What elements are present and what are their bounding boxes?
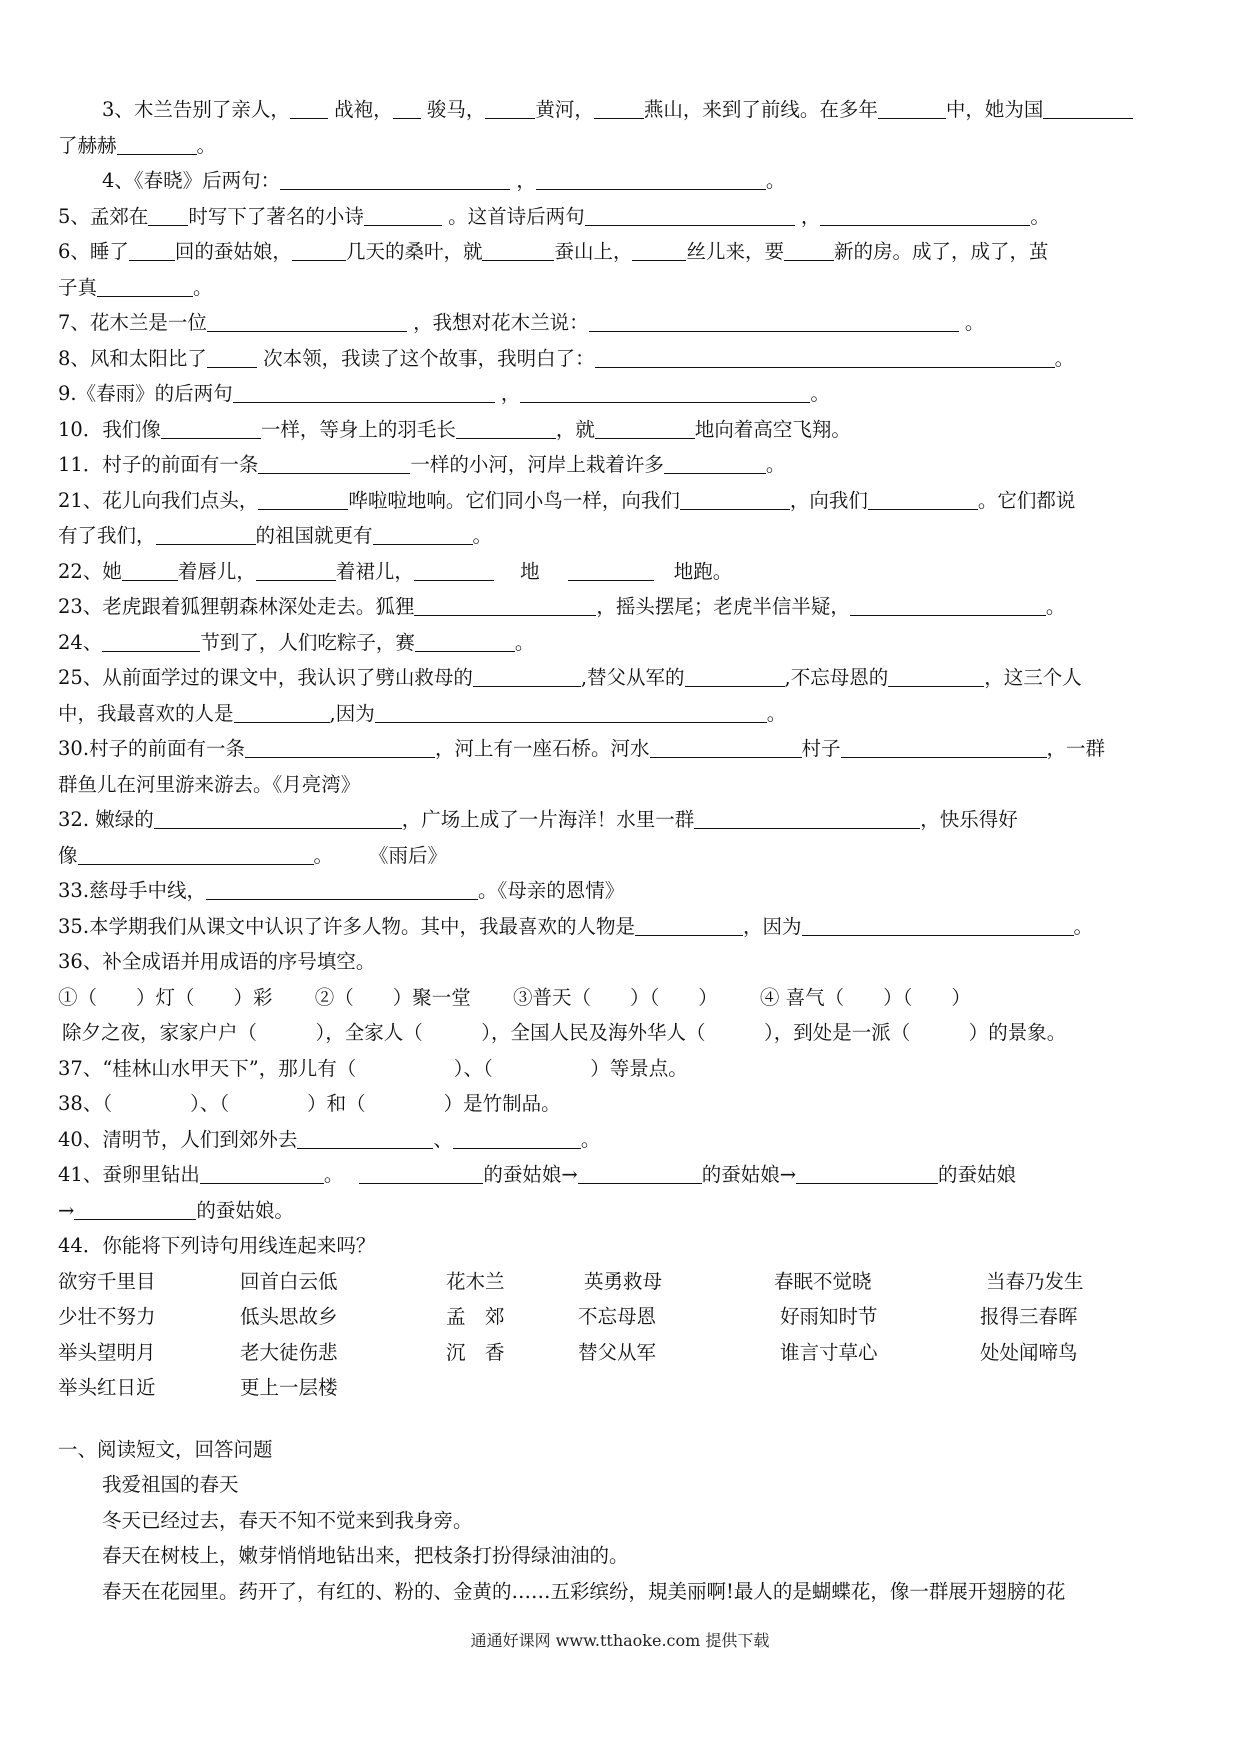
idiom-fill-sentence[interactable]: 除夕之夜，家家户户（ ），全家人（ ），全国人民及海外华人（ ），到处是一派（ ）的景象。 — [62, 1021, 1067, 1044]
answer-blank[interactable] — [585, 203, 795, 226]
answer-blank[interactable] — [482, 238, 554, 261]
answer-blank[interactable] — [122, 558, 178, 581]
question-11: 11．村子的前面有一条 一样的小河，河岸上栽着许多 。 — [58, 453, 786, 476]
question-35: 35.本学期我们从课文中认识了许多人物。其中，我最喜欢的人物是 ，因为 。 — [58, 914, 1094, 938]
answer-blank[interactable] — [154, 806, 402, 829]
answer-blank[interactable] — [456, 416, 556, 439]
answer-blank[interactable] — [664, 451, 766, 474]
answer-blank[interactable] — [129, 238, 175, 261]
matching-item[interactable]: 处处闻啼鸟 — [980, 1340, 1078, 1364]
answer-blank[interactable] — [375, 700, 767, 723]
answer-blank[interactable] — [78, 842, 314, 865]
reading-paragraph: 春天在树枝上，嫩芽悄悄地钻出来，把枝条打扮得绿油油的。 — [102, 1544, 629, 1567]
matching-item[interactable]: 当春乃发生 — [986, 1269, 1084, 1293]
matching-item[interactable]: 举头望明月 — [58, 1340, 156, 1364]
answer-blank[interactable] — [393, 96, 421, 119]
question-30: 30.村子的前面有一条 ，河上有一座石桥。河水 村子 ，一群 — [58, 737, 1106, 760]
matching-item[interactable]: 报得三春晖 — [980, 1305, 1078, 1328]
answer-blank[interactable] — [520, 380, 810, 403]
answer-blank[interactable] — [97, 274, 193, 297]
matching-item[interactable]: 更上一层楼 — [240, 1376, 338, 1399]
matching-item[interactable]: 沉 香 — [446, 1340, 505, 1364]
question-41-cont: → 的蚕姑娘。 — [58, 1198, 294, 1222]
question-21: 21、花儿向我们点头， 哗啦啦地响。它们同小鸟一样，向我们 ，向我们 。它们都说 — [58, 488, 1076, 512]
reading-title: 我爱祖国的春天 — [102, 1473, 239, 1496]
answer-blank[interactable] — [568, 558, 654, 581]
answer-blank[interactable] — [258, 487, 348, 510]
question-9: 9.《春雨》的后两句 ， 。 — [58, 382, 830, 405]
question-30-cont: 群鱼儿在河里游来游去。《月亮湾》 — [58, 772, 361, 796]
question-37 — [58, 1051, 1188, 1087]
answer-blank[interactable] — [292, 238, 346, 261]
answer-blank[interactable] — [207, 345, 257, 368]
idiom-4[interactable]: ④ 喜气（ ）（ ） — [759, 985, 971, 1009]
question-3-cont: 了赫赫 。 — [58, 133, 217, 157]
answer-blank[interactable] — [206, 877, 478, 900]
answer-blank[interactable] — [364, 203, 442, 226]
answer-blank[interactable] — [290, 96, 328, 119]
worksheet-content — [58, 92, 1188, 1609]
answer-blank[interactable] — [868, 487, 978, 510]
matching-item[interactable]: 低头思故乡 — [240, 1305, 338, 1328]
answer-blank[interactable] — [536, 167, 766, 190]
question-21-cont: 有了我们， 的祖国就更有 。 — [58, 524, 493, 547]
matching-item[interactable]: 英勇救母 — [584, 1269, 663, 1293]
idiom-3[interactable]: ③普天（ ）（ ） — [512, 985, 718, 1009]
answer-blank[interactable] — [820, 203, 1030, 226]
answer-blank[interactable] — [233, 380, 495, 403]
answer-blank[interactable] — [685, 664, 785, 687]
question-3: 3、木兰告别了亲人， 战袍， 骏马， 黄河， 燕山，来到了前线。在多年 中，她为国 — [58, 92, 1188, 128]
matching-item[interactable]: 春眠不觉晓 — [774, 1269, 872, 1293]
matching-item[interactable]: 回首白云低 — [240, 1269, 338, 1293]
answer-blank[interactable] — [485, 96, 535, 119]
question-6: 6、睡了 回的蚕姑娘， 几天的桑叶，就 蚕山上， 丝儿来，要 新的房。成了，成了，茧 — [58, 240, 1049, 263]
answer-blank[interactable] — [280, 167, 510, 190]
answer-blank[interactable] — [632, 238, 686, 261]
answer-blank[interactable] — [414, 593, 596, 616]
question-37-text[interactable]: 37、“桂林山水甲天下”，那儿有（ ）、（ ）等景点。 — [58, 1056, 688, 1080]
question-25-cont: 中，我最喜欢的人是 ,因为 。 — [58, 701, 787, 725]
reading-paragraph: 春天在花园里。药开了，有红的、粉的、金黄的……五彩缤纷，規美丽啊!最人的是蝴蝶花，像一群展开翅膀的花 — [102, 1579, 1066, 1603]
answer-blank[interactable] — [850, 593, 1046, 616]
matching-item[interactable]: 不忘母恩 — [578, 1305, 657, 1328]
answer-blank[interactable] — [802, 913, 1074, 936]
answer-blank[interactable] — [156, 522, 256, 545]
answer-blank[interactable] — [234, 700, 330, 723]
answer-blank[interactable] — [680, 487, 790, 510]
answer-blank[interactable] — [578, 1161, 702, 1184]
question-44-title: 44．你能将下列诗句用线连起来吗？ — [58, 1234, 376, 1257]
question-41: 41、蚕卵里钻出 。 的蚕姑娘→ 的蚕姑娘→ 的蚕姑娘 — [58, 1163, 1017, 1186]
matching-item[interactable]: 少壮不努力 — [58, 1305, 156, 1328]
question-4: 4、《春晓》后两句： ， 。 — [102, 169, 786, 192]
answer-blank[interactable] — [148, 203, 188, 226]
footer-credit: 通通好课网 www.tthaoke.com 提供下载 — [470, 1631, 770, 1650]
question-5: 5、孟郊在 时写下了著名的小诗 。这首诗后两句 ， 。 — [58, 204, 1050, 228]
answer-blank[interactable] — [635, 913, 743, 936]
matching-item[interactable]: 好雨知时节 — [780, 1305, 878, 1328]
matching-item[interactable]: 替父从军 — [578, 1340, 657, 1364]
answer-blank[interactable] — [359, 1161, 483, 1184]
answer-blank[interactable] — [694, 806, 920, 829]
question-10: 10．我们像 一样，等身上的羽毛长 ，就 地向着高空飞翔。 — [58, 417, 851, 441]
question-23: 23、老虎跟着狐狸朝森林深处走去。狐狸 ，摇头摆尾；老虎半信半疑， 。 — [58, 595, 1066, 618]
question-32: 32. 嫩绿的 ，广场上成了一片海洋！水里一群 ，快乐得好 — [58, 808, 1018, 831]
question-7: 7、花木兰是一位 ，我想对花木兰说： 。 — [58, 311, 985, 334]
question-36-title: 36、补全成语并用成语的序号填空。 — [58, 950, 376, 973]
answer-blank[interactable] — [784, 238, 834, 261]
question-8: 8、风和太阳比了 次本领，我读了这个故事，我明白了： 。 — [58, 346, 1075, 370]
idiom-2[interactable]: ②（ ）聚一堂 — [314, 985, 471, 1009]
question-36-idioms — [58, 980, 1188, 1016]
answer-blank[interactable] — [117, 132, 197, 155]
answer-blank[interactable] — [200, 1161, 324, 1184]
answer-blank[interactable] — [207, 309, 407, 332]
answer-blank[interactable] — [650, 735, 802, 758]
matching-item[interactable]: 花木兰 — [446, 1269, 505, 1293]
matching-item[interactable]: 老大徒伤悲 — [240, 1340, 338, 1364]
matching-row — [58, 1370, 1188, 1406]
question-38 — [58, 1086, 1188, 1122]
answer-blank[interactable] — [161, 416, 261, 439]
answer-blank[interactable] — [297, 1126, 433, 1149]
answer-blank[interactable] — [473, 664, 581, 687]
matching-item[interactable]: 谁言寸草心 — [780, 1340, 878, 1364]
answer-blank[interactable] — [595, 416, 695, 439]
question-25: 25、从前面学过的课文中，我认识了劈山救母的 ,替父从军的 ,不忘母恩的 ，这三个人 — [58, 666, 1082, 689]
idiom-1[interactable]: ①（ ）灯（ ）彩 — [58, 985, 273, 1009]
reading-paragraph: 冬天已经过去，春天不知不觉来到我身旁。 — [102, 1508, 473, 1532]
matching-item[interactable]: 举头红日近 — [58, 1376, 156, 1399]
matching-item[interactable]: 孟 郊 — [446, 1305, 505, 1328]
matching-row — [58, 1299, 1188, 1335]
answer-blank[interactable] — [102, 629, 200, 652]
answer-blank[interactable] — [373, 522, 473, 545]
answer-blank[interactable] — [888, 664, 984, 687]
answer-blank[interactable] — [594, 96, 644, 119]
question-33: 33.慈母手中线， 。《母亲的恩情》 — [58, 879, 625, 902]
reading-heading: 一、阅读短文，回答问题 — [58, 1437, 273, 1461]
question-40: 40、清明节，人们到郊外去 、 。 — [58, 1127, 601, 1151]
answer-blank[interactable] — [258, 451, 410, 474]
answer-blank[interactable] — [1043, 96, 1133, 119]
matching-row — [58, 1335, 1188, 1371]
matching-row — [58, 1264, 1188, 1300]
question-6-cont: 子真 。 — [58, 275, 213, 299]
answer-blank[interactable] — [841, 735, 1047, 758]
question-32-cont: 像 。 《雨后》 — [58, 843, 448, 867]
answer-blank[interactable] — [414, 558, 494, 581]
answer-blank[interactable] — [595, 345, 1055, 368]
answer-blank[interactable] — [589, 309, 959, 332]
answer-blank[interactable] — [256, 558, 336, 581]
answer-blank[interactable] — [453, 1126, 581, 1149]
question-22: 22、她 着唇儿， 着裙儿， 地 地跑。 — [58, 559, 733, 583]
answer-blank[interactable] — [245, 735, 435, 758]
answer-blank[interactable] — [878, 96, 946, 119]
question-36-sentence — [58, 1015, 1188, 1051]
answer-blank[interactable] — [796, 1161, 938, 1184]
answer-blank[interactable] — [415, 629, 515, 652]
question-24: 24、 节到了，人们吃粽子，赛 。 — [58, 630, 535, 654]
answer-blank[interactable] — [74, 1197, 196, 1220]
matching-item[interactable]: 欲穷千里目 — [58, 1269, 156, 1293]
question-38-text[interactable]: 38、（ ）、（ ）和（ ）是竹制品。 — [58, 1092, 561, 1115]
